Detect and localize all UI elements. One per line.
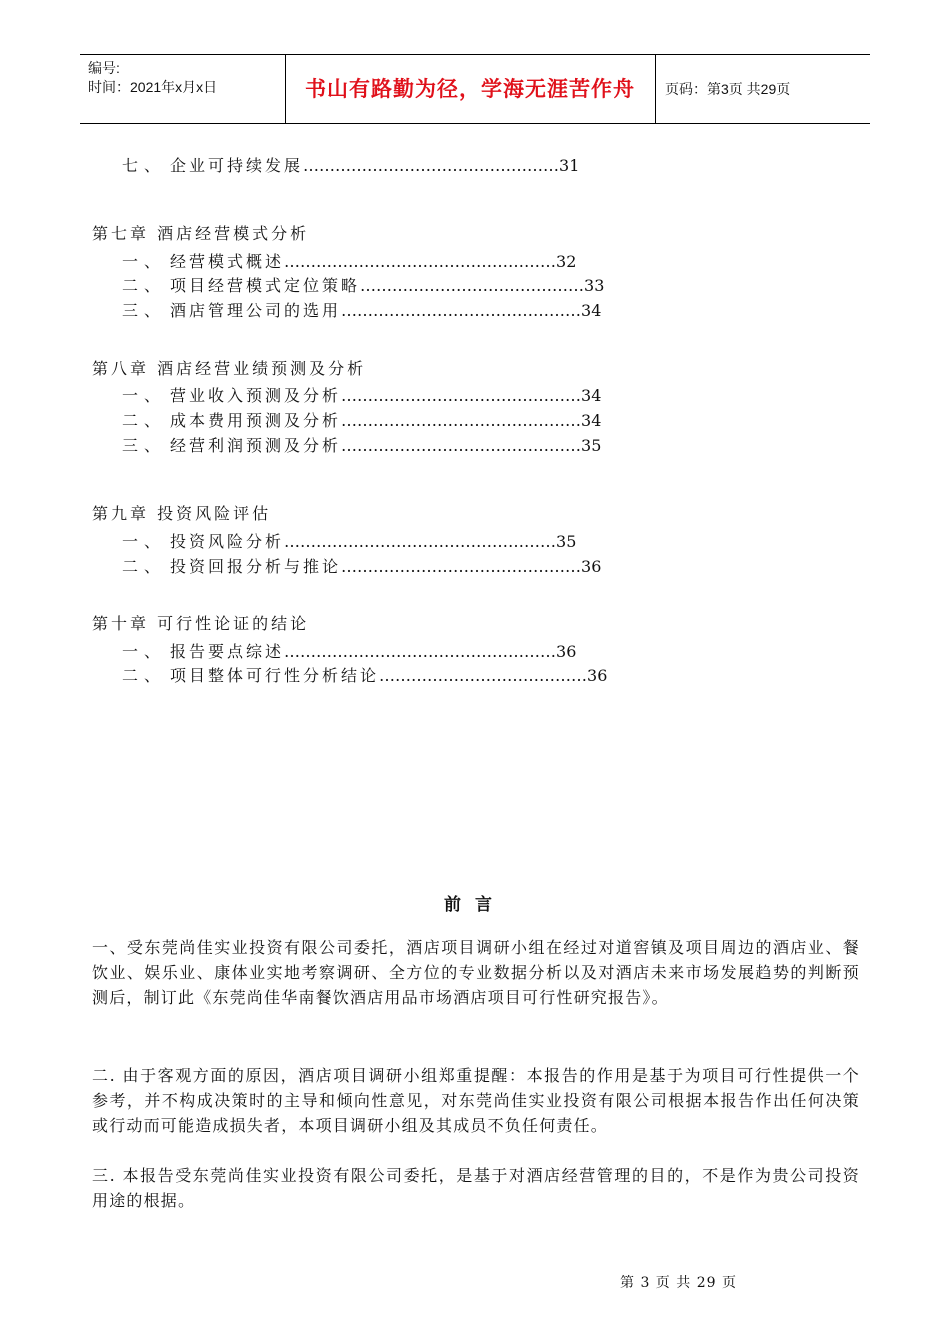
toc-chapter-title[interactable]: 第九章 投资风险评估	[92, 504, 272, 523]
toc-item-leader: ………………………………………	[341, 411, 582, 430]
preface-paragraph: 二. 由于客观方面的原因，酒店项目调研小组郑重提醒：本报告的作用是基于为项目可行性提供一个参考，并不构成决策时的主导和倾向性意见，对东莞尚佳实业投资有限公司根据本报告作出任何决策或行动而可能造成损失者，本项目调研小组及其成员不负任何责任。	[92, 1066, 860, 1135]
toc-item-page: 35	[556, 532, 577, 551]
toc-item[interactable]	[122, 155, 579, 177]
toc-item-page: 34	[581, 301, 602, 320]
toc-item[interactable]	[122, 435, 601, 457]
toc-item-title: 企业可持续发展	[170, 156, 304, 175]
header-meta	[88, 59, 217, 97]
toc-item-title: 经营利润预测及分析	[170, 436, 342, 455]
header-divider	[655, 55, 656, 123]
toc-item[interactable]	[122, 385, 601, 407]
toc-item-page: 34	[581, 411, 602, 430]
toc-item-leader: ……………………………………	[360, 276, 585, 295]
toc-item-leader: ………………………………………	[341, 557, 582, 576]
toc-item-title: 成本费用预测及分析	[170, 411, 342, 430]
toc-item-number: 三、	[122, 301, 167, 320]
toc-item-leader: …………………………………	[379, 666, 588, 685]
toc-item-number: 一、	[122, 532, 167, 551]
document-time-label: 时间：2021年x月x日	[88, 79, 218, 95]
toc-item-page: 36	[581, 557, 602, 576]
toc-item[interactable]	[122, 556, 601, 578]
toc-item-number: 三、	[122, 436, 167, 455]
toc-item-title: 投资风险分析	[170, 532, 285, 551]
toc-item-page: 34	[581, 386, 602, 405]
document-number-label: 编号:	[88, 60, 120, 76]
toc-item-title: 营业收入预测及分析	[170, 386, 342, 405]
toc-item-title: 投资回报分析与推论	[170, 557, 342, 576]
toc-item[interactable]	[122, 641, 576, 663]
toc-item-leader: ………………………………………	[341, 436, 582, 455]
toc-item-number: 二、	[122, 557, 167, 576]
toc-item[interactable]	[122, 531, 576, 553]
toc-item-page: 33	[584, 276, 605, 295]
preface-paragraph: 三. 本报告受东莞尚佳实业投资有限公司委托，是基于对酒店经营管理的目的，不是作为贵公司投资用途的根据。	[92, 1166, 860, 1210]
preface-title: 前言	[444, 895, 506, 915]
toc-item-title: 项目经营模式定位策略	[170, 276, 361, 295]
toc-item-page: 36	[556, 642, 577, 661]
toc-item[interactable]	[122, 410, 601, 432]
toc-item-number: 一、	[122, 252, 167, 271]
toc-item-number: 一、	[122, 386, 167, 405]
toc-item-leader: ……………………………………………	[284, 642, 557, 661]
toc-item-title: 报告要点综述	[170, 642, 285, 661]
toc-item-title: 项目整体可行性分析结论	[170, 666, 380, 685]
toc-item-page: 32	[556, 252, 577, 271]
toc-item[interactable]	[122, 300, 601, 322]
toc-item[interactable]	[122, 665, 607, 687]
toc-item-leader: ………………………………………	[341, 301, 582, 320]
toc-item-number: 二、	[122, 411, 167, 430]
toc-item-leader: ……………………………………………	[284, 532, 557, 551]
toc-item[interactable]	[122, 251, 576, 273]
toc-item-page: 31	[559, 156, 580, 175]
toc-item-page: 35	[581, 436, 602, 455]
toc-item-number: 二、	[122, 666, 167, 685]
header-motto: 书山有路勤为径，学海无涯苦作舟	[305, 77, 635, 101]
toc-item-leader: …………………………………………	[303, 156, 560, 175]
toc-item-number: 七、	[122, 156, 167, 175]
toc-item-title: 酒店管理公司的选用	[170, 301, 342, 320]
header-page-number: 页码：第3页 共29页	[665, 81, 791, 97]
toc-item-leader: ……………………………………………	[284, 252, 557, 271]
toc-chapter-title[interactable]: 第十章 可行性论证的结论	[92, 614, 310, 633]
toc-item-number: 一、	[122, 642, 167, 661]
preface-paragraph: 一、受东莞尚佳实业投资有限公司委托，酒店项目调研小组在经过对道窖镇及项目周边的酒店业、餐饮业、娱乐业、康体业实地考察调研、全方位的专业数据分析以及对酒店未来市场发展趋势的判断预测后，制订此《东莞尚佳华南餐饮酒店用品市场酒店项目可行性研究报告》。	[92, 938, 860, 1007]
toc-item-title: 经营模式概述	[170, 252, 285, 271]
toc-chapter-title[interactable]: 第八章 酒店经营业绩预测及分析	[92, 359, 367, 378]
footer-page-number: 第 3 页 共 29 页	[620, 1275, 737, 1291]
page-header	[80, 54, 870, 124]
toc-item-page: 36	[587, 666, 608, 685]
toc-chapter-title[interactable]: 第七章 酒店经营模式分析	[92, 224, 310, 243]
toc-item-number: 二、	[122, 276, 167, 295]
toc-item-leader: ………………………………………	[341, 386, 582, 405]
toc-item[interactable]	[122, 275, 604, 297]
